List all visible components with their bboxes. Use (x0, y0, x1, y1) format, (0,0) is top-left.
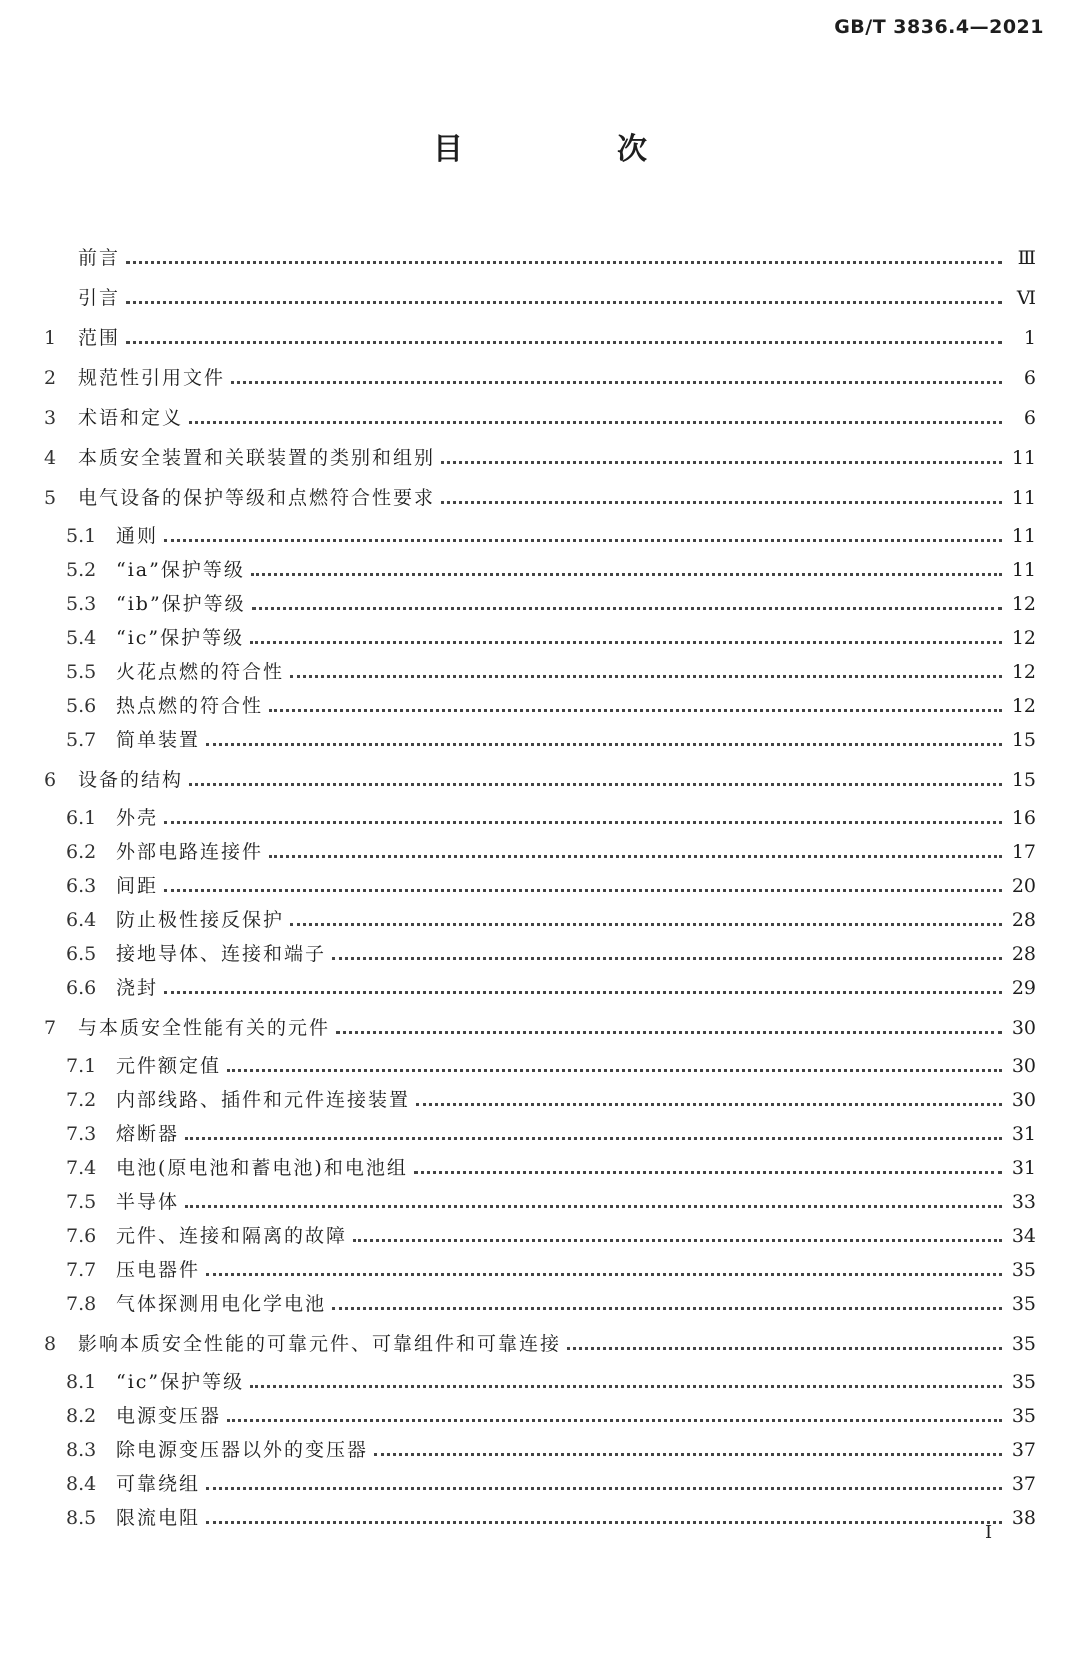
dot-leader (414, 1171, 1002, 1174)
toc-entry-page: 12 (1011, 661, 1036, 683)
dot-leader (250, 1385, 1002, 1388)
toc-entry[interactable] (44, 616, 1036, 650)
toc-entry-label: 熔断器 (116, 1123, 180, 1145)
dot-leader (206, 1521, 1002, 1524)
toc-entry-page: 29 (1011, 977, 1036, 999)
toc-entry-number: 6.6 (66, 977, 97, 999)
toc-entry-number: 5 (44, 487, 57, 509)
toc-entry-label: 除电源变压器以外的变压器 (116, 1439, 369, 1461)
toc-entry-page: 31 (1011, 1157, 1036, 1179)
toc-entry-label: “ib”保护等级 (116, 593, 246, 615)
dot-leader (250, 641, 1002, 644)
toc-entry-page: 28 (1011, 909, 1036, 931)
toc-entry[interactable] (44, 470, 1036, 510)
toc-entry-page: 6 (1023, 407, 1036, 429)
toc-entry-label: 半导体 (116, 1191, 180, 1213)
toc-entry-number: 1 (44, 327, 57, 349)
toc-entry-label: “ic”保护等级 (116, 1371, 245, 1393)
toc-entry-page: 35 (1011, 1259, 1036, 1281)
page-number: Ⅰ (985, 1522, 993, 1543)
toc-entry-number: 6.5 (66, 943, 97, 965)
toc-entry[interactable] (44, 270, 1036, 310)
toc-entry-label: 前言 (78, 247, 121, 269)
toc-entry-page: 16 (1011, 807, 1036, 829)
toc-entry-page: 37 (1011, 1439, 1036, 1461)
toc-entry[interactable] (44, 582, 1036, 616)
toc-entry-number: 7.6 (66, 1225, 97, 1247)
toc-entry-page: 35 (1011, 1405, 1036, 1427)
toc-entry-page: 6 (1023, 367, 1036, 389)
toc-entry-label: 火花点燃的符合性 (116, 661, 285, 683)
toc-entry-number: 8 (44, 1333, 57, 1355)
dot-leader (252, 607, 1002, 610)
toc-entry-label: “ia”保护等级 (116, 559, 245, 581)
toc-entry-label: 防止极性接反保护 (116, 909, 285, 931)
dot-leader (164, 991, 1002, 994)
toc-entry-number: 8.4 (66, 1473, 97, 1495)
dot-leader (567, 1347, 1002, 1350)
table-of-contents (44, 230, 1036, 1530)
toc-entry-label: 设备的结构 (78, 769, 184, 791)
toc-entry[interactable] (44, 932, 1036, 966)
toc-entry-label: 间距 (116, 875, 159, 897)
toc-entry-label: 术语和定义 (78, 407, 184, 429)
toc-entry-page: 12 (1011, 695, 1036, 717)
dot-leader (353, 1239, 1002, 1242)
dot-leader (126, 261, 1002, 264)
dot-leader (227, 1419, 1002, 1422)
toc-entry-number: 7.8 (66, 1293, 97, 1315)
toc-entry[interactable] (44, 1282, 1036, 1316)
toc-entry[interactable] (44, 1496, 1036, 1530)
toc-entry-page: 34 (1011, 1225, 1036, 1247)
toc-entry[interactable] (44, 1356, 1036, 1394)
toc-entry[interactable] (44, 1146, 1036, 1180)
toc-entry-page: 35 (1011, 1293, 1036, 1315)
toc-entry-label: 热点燃的符合性 (116, 695, 264, 717)
dot-leader (290, 923, 1002, 926)
dot-leader (332, 1307, 1002, 1310)
toc-entry-label: 外壳 (116, 807, 159, 829)
toc-entry-number: 6.2 (66, 841, 97, 863)
toc-entry-page: 30 (1011, 1017, 1036, 1039)
toc-entry-label: 引言 (78, 287, 121, 309)
toc-entry[interactable] (44, 1040, 1036, 1078)
dot-leader (251, 573, 1002, 576)
toc-entry[interactable] (44, 792, 1036, 830)
dot-leader (336, 1031, 1002, 1034)
toc-entry-number: 3 (44, 407, 57, 429)
toc-entry-page: Ⅲ (1017, 247, 1036, 269)
dot-leader (126, 301, 1002, 304)
dot-leader (185, 1205, 1002, 1208)
toc-entry-page: 15 (1011, 769, 1036, 791)
toc-entry-number: 5.7 (66, 729, 97, 751)
toc-entry-label: 电池(原电池和蓄电池)和电池组 (116, 1157, 408, 1179)
toc-entry-number: 6.4 (66, 909, 97, 931)
toc-entry-page: 37 (1011, 1473, 1036, 1495)
toc-entry-label: 简单装置 (116, 729, 201, 751)
toc-entry-label: 内部线路、插件和元件连接装置 (116, 1089, 411, 1111)
toc-entry-number: 5.4 (66, 627, 97, 649)
toc-entry[interactable] (44, 1180, 1036, 1214)
toc-entry-number: 8.1 (66, 1371, 97, 1393)
toc-entry[interactable] (44, 1428, 1036, 1462)
dot-leader (189, 421, 1002, 424)
toc-entry-number: 8.5 (66, 1507, 97, 1529)
dot-leader (206, 1273, 1002, 1276)
toc-entry[interactable] (44, 1462, 1036, 1496)
toc-entry-label: 电源变压器 (116, 1405, 222, 1427)
toc-entry[interactable] (44, 1214, 1036, 1248)
toc-entry-number: 6.3 (66, 875, 97, 897)
toc-entry-label: 浇封 (116, 977, 159, 999)
toc-entry-number: 5.6 (66, 695, 97, 717)
toc-entry-number: 6.1 (66, 807, 97, 829)
toc-entry-number: 7.2 (66, 1089, 97, 1111)
dot-leader (185, 1137, 1002, 1140)
toc-entry-page: 30 (1011, 1055, 1036, 1077)
toc-entry[interactable] (44, 1248, 1036, 1282)
toc-entry-label: 与本质安全性能有关的元件 (78, 1017, 331, 1039)
toc-entry[interactable] (44, 830, 1036, 864)
toc-entry-page: 31 (1011, 1123, 1036, 1145)
dot-leader (164, 889, 1002, 892)
toc-entry[interactable] (44, 1316, 1036, 1356)
toc-entry-label: 元件、连接和隔离的故障 (116, 1225, 348, 1247)
dot-leader (269, 709, 1002, 712)
toc-entry[interactable] (44, 1394, 1036, 1428)
dot-leader (332, 957, 1002, 960)
dot-leader (231, 381, 1002, 384)
toc-entry-label: 通则 (116, 525, 159, 547)
toc-entry-number: 5.1 (66, 525, 97, 547)
toc-entry-page: 1 (1023, 327, 1036, 349)
dot-leader (269, 855, 1002, 858)
dot-leader (164, 821, 1002, 824)
toc-entry[interactable] (44, 548, 1036, 582)
toc-entry-label: 元件额定值 (116, 1055, 222, 1077)
toc-entry-number: 5.5 (66, 661, 97, 683)
toc-entry-page: 28 (1011, 943, 1036, 965)
toc-entry-number: 8.2 (66, 1405, 97, 1427)
toc-entry-number: 5.3 (66, 593, 97, 615)
toc-entry-page: 11 (1011, 559, 1036, 581)
toc-entry-page: 15 (1011, 729, 1036, 751)
toc-entry[interactable] (44, 650, 1036, 684)
toc-entry-page: 11 (1011, 487, 1036, 509)
dot-leader (290, 675, 1002, 678)
toc-entry[interactable] (44, 684, 1036, 718)
page-title: 目 次 (433, 132, 709, 167)
toc-entry-number: 2 (44, 367, 57, 389)
toc-entry-page: 17 (1011, 841, 1036, 863)
toc-entry[interactable] (44, 1112, 1036, 1146)
toc-entry-label: 限流电阻 (116, 1507, 201, 1529)
dot-leader (374, 1453, 1002, 1456)
toc-entry-page: 11 (1011, 447, 1036, 469)
toc-entry-label: 可靠绕组 (116, 1473, 201, 1495)
toc-entry[interactable] (44, 718, 1036, 752)
dot-leader (441, 461, 1002, 464)
toc-entry[interactable] (44, 1078, 1036, 1112)
toc-entry-page: 20 (1011, 875, 1036, 897)
dot-leader (164, 539, 1002, 542)
toc-entry-page: 35 (1011, 1333, 1036, 1355)
toc-entry[interactable] (44, 230, 1036, 270)
toc-entry-number: 5.2 (66, 559, 97, 581)
toc-entry-number: 8.3 (66, 1439, 97, 1461)
toc-entry-page: 38 (1011, 1507, 1036, 1529)
toc-entry-page: 35 (1011, 1371, 1036, 1393)
dot-leader (441, 501, 1002, 504)
toc-entry[interactable] (44, 310, 1036, 350)
toc-entry[interactable] (44, 430, 1036, 470)
toc-entry-page: 30 (1011, 1089, 1036, 1111)
dot-leader (126, 341, 1002, 344)
dot-leader (416, 1103, 1002, 1106)
toc-entry[interactable] (44, 1000, 1036, 1040)
toc-entry-label: 规范性引用文件 (78, 367, 226, 389)
toc-entry[interactable] (44, 350, 1036, 390)
toc-entry-label: 接地导体、连接和端子 (116, 943, 327, 965)
toc-entry-label: “ic”保护等级 (116, 627, 245, 649)
toc-entry-label: 外部电路连接件 (116, 841, 264, 863)
dot-leader (227, 1069, 1002, 1072)
toc-entry-number: 7.4 (66, 1157, 97, 1179)
toc-entry-number: 6 (44, 769, 57, 791)
toc-entry-number: 7 (44, 1017, 57, 1039)
toc-entry-page: 12 (1011, 593, 1036, 615)
dot-leader (206, 743, 1002, 746)
toc-entry-label: 本质安全装置和关联装置的类别和组别 (78, 447, 436, 469)
toc-entry-page: 12 (1011, 627, 1036, 649)
toc-entry-label: 范围 (78, 327, 121, 349)
toc-entry[interactable] (44, 864, 1036, 898)
toc-entry-label: 电气设备的保护等级和点燃符合性要求 (78, 487, 436, 509)
toc-entry-number: 7.5 (66, 1191, 97, 1213)
toc-entry-label: 影响本质安全性能的可靠元件、可靠组件和可靠连接 (78, 1333, 562, 1355)
toc-entry[interactable] (44, 752, 1036, 792)
toc-entry-label: 气体探测用电化学电池 (116, 1293, 327, 1315)
toc-entry-number: 7.1 (66, 1055, 97, 1077)
toc-entry-label: 压电器件 (116, 1259, 201, 1281)
toc-entry-page: 33 (1011, 1191, 1036, 1213)
toc-entry[interactable] (44, 510, 1036, 548)
dot-leader (206, 1487, 1002, 1490)
toc-entry-number: 7.3 (66, 1123, 97, 1145)
toc-entry[interactable] (44, 390, 1036, 430)
dot-leader (189, 783, 1002, 786)
toc-entry-number: 4 (44, 447, 57, 469)
toc-entry-page: 11 (1011, 525, 1036, 547)
toc-entry-number: 7.7 (66, 1259, 97, 1281)
toc-entry-page: Ⅵ (1016, 287, 1036, 309)
standard-code: GB/T 3836.4—2021 (834, 16, 1044, 38)
toc-entry[interactable] (44, 898, 1036, 932)
toc-entry[interactable] (44, 966, 1036, 1000)
